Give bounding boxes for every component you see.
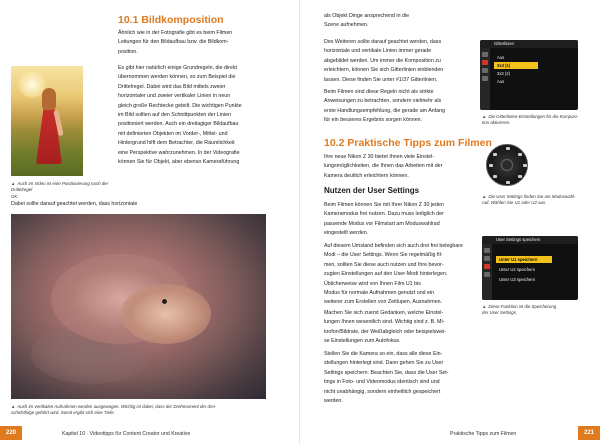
menu-title: User Settings speichern <box>482 236 578 244</box>
nikon-intro-paragraph: Ihre neue Nikon Z 30 bietet Ihnen viele Einstel- lungsmöglichkeiten, die Ihnen das Arbeiten mit der Kamera deutlich erleichtern können. <box>324 154 443 179</box>
intro-paragraph: Ähnlich wie in der Fotografie gibt es beim Filmen Leitungen für den Bildaufbau bzw. die Bildkom- position. <box>118 30 233 55</box>
rules-paragraph: Beim Filmen sind diese Regeln nicht als strikte Anweisungen zu betrachten, sondern vielmehr als erste Handlungsempfehlung, die gerade am Anfang für ein besseres Ergebnis sorgen können. <box>324 89 446 124</box>
speichern-paragraph: Stellen Sie die Kamera so ein, dass alle diese Ein- stellungen hinterlegt sind. Dann gehen Sie zu User Settings speichern. Beachten Sie, dass die User Set- tings in Foto- und Videomodus identisch sind und nicht unabhängig, sondern einheitlich gespeichert werden. <box>324 351 449 405</box>
menu-sidebar <box>480 48 490 110</box>
kameramodus-paragraph: Beim Filmen können Sie mit Ihrer Nikon Z 30 jeden Kameramodus frei nutzen. Dazu muss lediglich der passende Modus vor Filmstart am Moduswahlrad eingestellt werden. <box>324 202 444 237</box>
menu-row[interactable]: Unter U3 speichern <box>499 277 536 282</box>
menu-row[interactable]: 3x3 (2) <box>497 71 511 76</box>
moduswahlrad-caption: ▲ Die User Settings finden Sie am Moduswahl- rad. Wählen Sie U1 oder U2 aus. <box>482 194 576 206</box>
running-footer-right: Praktische Tipps zum Filmen <box>450 431 517 437</box>
video-tab-icon <box>482 60 488 65</box>
caption-triangle-icon: ▲ <box>482 114 487 119</box>
caption-triangle-icon: ▲ <box>11 404 16 409</box>
running-footer-left: Kapitel 10 · Videotipps für Content Creator und Kreative <box>62 431 191 437</box>
pencil-tab-icon <box>484 264 490 269</box>
gitterlinien-paragraph: Des Weiteren sollte darauf geachtet werden, dass horizontale und vertikale Linien immer gerade abgebildet werden. Um immer die Komposition zu erleichtern, können Sie sich Gitterlinien einblenden lassen. Diese finden Sie unter #1/37 Gitterlinien. <box>324 39 444 83</box>
menu-row[interactable]: Aus <box>497 55 505 60</box>
caption-triangle-icon: ▲ <box>482 194 487 199</box>
user-settings-menu-screen <box>482 236 578 300</box>
woman-photo-caption: ▲ Auch im Video ist eine Positionierung nach der Drittelregel OK. <box>11 181 109 199</box>
section-heading-bildkomposition: 10.1 Bildkomposition <box>118 14 224 26</box>
menu-row-selected[interactable]: Unter U1 speichern <box>496 256 552 263</box>
user-settings-paragraph: Auf diesem Umstand befinden sich auch drei frei belegbare Modi – die User Settings. Wenn Sie regelmäßig fil- men, sollten Sie diese auch nutzen und Ihre bevor- zugten Einstellungen auf den User-Modi hinterlegen. Üblicherweise wird von Ihnen Film U1 bis Modus für normale Aufnahmen genutzt und ein weiterer zum Erstellen von Zeitlupen, Ausnahmen. <box>324 243 463 306</box>
menu-row[interactable]: Unter U2 speichern <box>499 267 536 272</box>
subheading-user-settings: Nutzen der User Settings <box>324 186 420 195</box>
mode-dial <box>486 144 528 186</box>
video-tab-icon <box>484 256 490 261</box>
user-settings-caption: ▲ Diese Funktion ist die Speicherung der User Settings. <box>482 304 557 316</box>
camera-tab-icon <box>482 52 488 57</box>
continued-paragraph: als Objekt Dinge ansprechend in die Szene aufnehmen. <box>324 13 410 29</box>
camera-tab-icon <box>484 248 490 253</box>
pencil-tab-icon <box>482 68 488 73</box>
fish-photo-caption: ▲ Auch im vertikalen Aufnahmen werden ausgewogen. Wichtig ist dabei, dass der Drehmoment der drei- schichtfolge geführt wird. Somit ergibt sich eine Tiefe. <box>11 404 217 416</box>
gitterlinien-menu-screen <box>480 40 578 110</box>
caption-triangle-icon: ▲ <box>482 304 487 309</box>
dial-center <box>501 159 513 171</box>
wrench-tab-icon <box>482 76 488 81</box>
page-number-left: 220 <box>0 426 22 440</box>
section-heading-praktische-tipps: 10.2 Praktische Tipps zum Filmen <box>324 137 492 149</box>
column-paragraph: Es gibt hier natürlich einige Grundregeln, die direkt übernommen werden können, so zum Beispiel die Drittelregel. Dabei wird das Bild mittels zweier horizontaler und zweier vertikaler Linien in neun gleich große Rechtecke geteilt. Die wichtigen Punkte im Bild sollten auf den Schnittpunkten der Linien positioniert werden. Auch ein dreilagiger Bildaufbau mit definierten Objekten im Vorder-, Mittel- und Hintergrund hilft dem Betrachter, die Räumlichkeit eine Perspektive wahrzunehmen. In der Videografie können Sie für Objekt, aber ebenso Kameraführung <box>118 65 242 166</box>
menu-title: Gitterlinien <box>480 40 578 48</box>
menu-row[interactable]: Aus <box>497 79 505 84</box>
full-width-line: Dabei sollte darauf geachtet werden, dass horizontale <box>11 201 138 207</box>
caption-triangle-icon: ▲ <box>11 181 16 186</box>
gitterlinien-caption: ▲ Die Gitterlinien-Einstellungen für die Komposi- tion aktivieren. <box>482 114 579 126</box>
page-number-right: 221 <box>578 426 600 440</box>
menu-row-selected[interactable]: 3x3 (1) <box>494 62 538 69</box>
woman-in-field-photo <box>11 66 83 176</box>
menu-sidebar <box>482 244 492 300</box>
scorpionfish-photo <box>11 214 266 399</box>
wrench-tab-icon <box>484 272 490 277</box>
einstellungen-paragraph: Machen Sie sich zuerst Gedanken, welche Einstel- lungen Ihnen wesentlich sind. Wichtig sind z. B. Mi- krofon/Bildrate, der Weißabgleich oder beispielswei- se Einstellungen zum Autofokus. <box>324 310 447 345</box>
